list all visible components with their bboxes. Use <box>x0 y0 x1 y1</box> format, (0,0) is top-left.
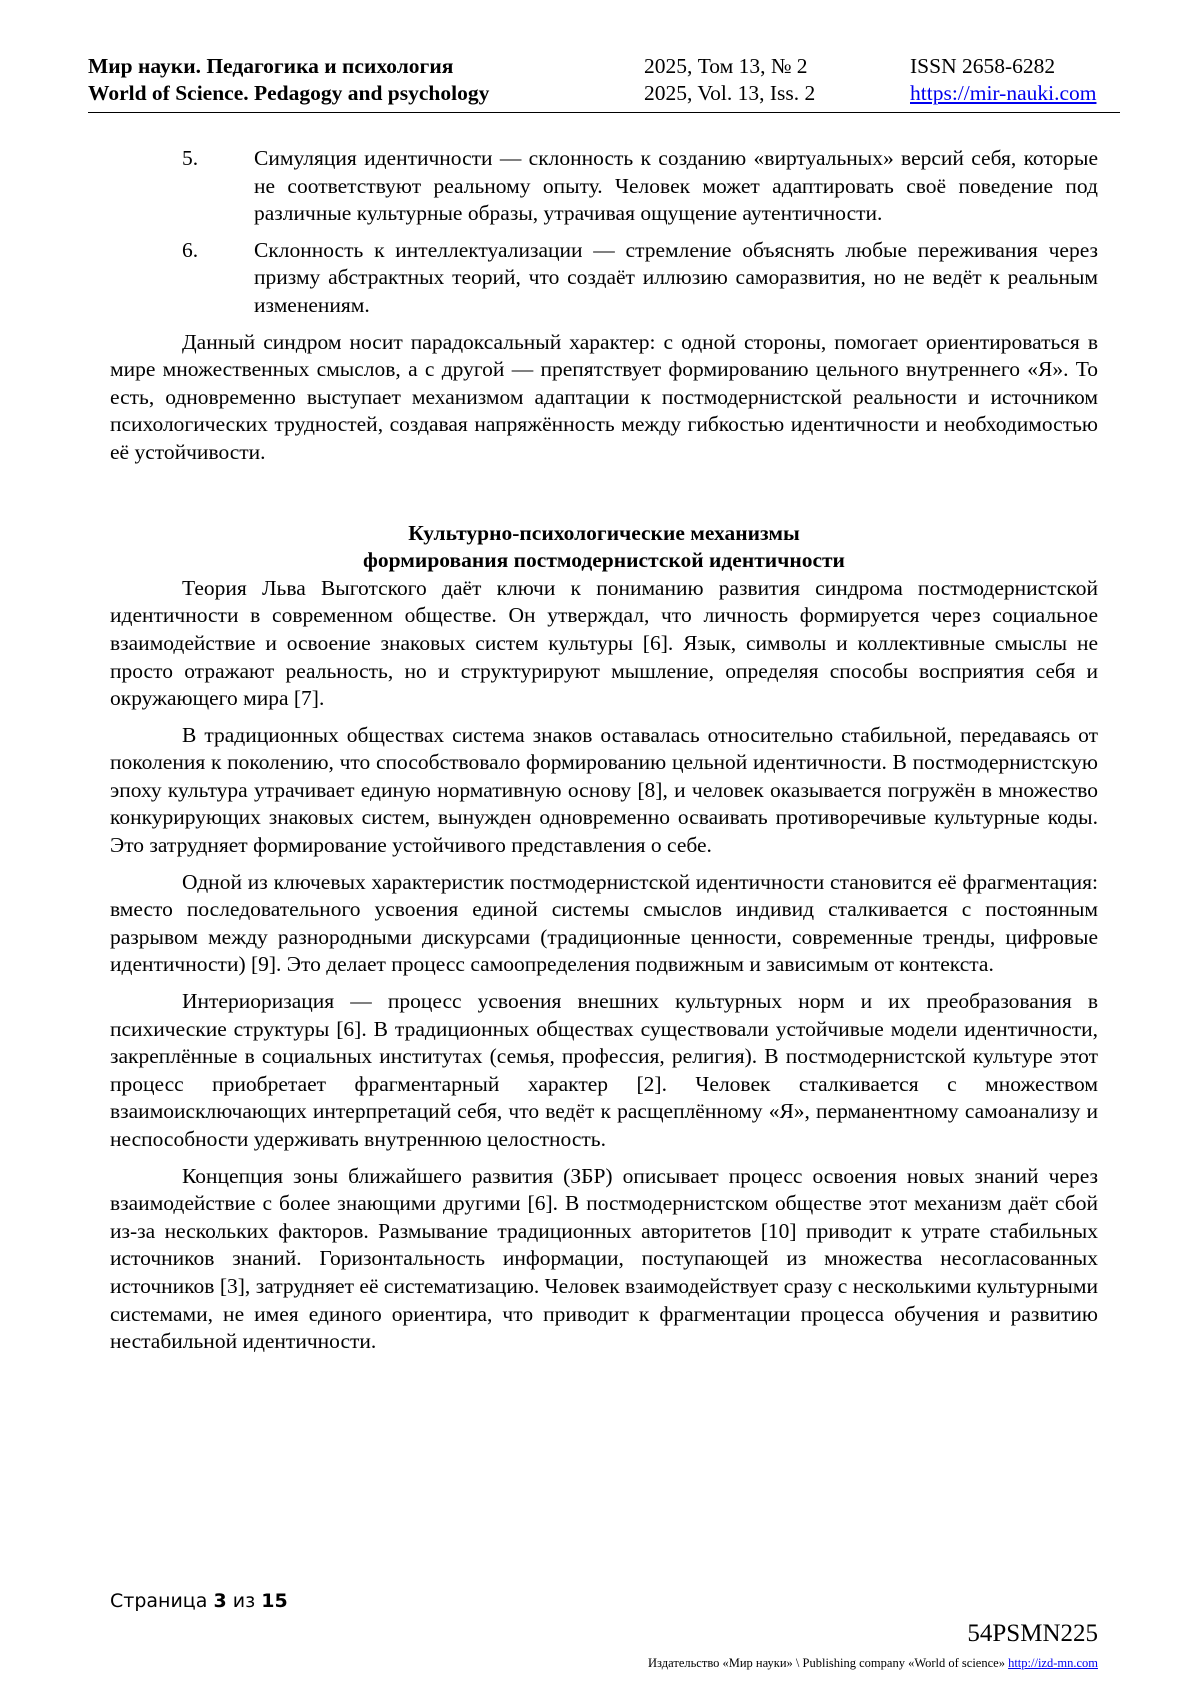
list-text: Симуляция идентичности — склонность к созданию «виртуальных» версий себя, которые не соответствуют реальному опыту. Человек может адаптировать своё поведение под различные культурные образы, утрачивая ощущение аутентичности. <box>254 146 1098 226</box>
section-heading <box>110 520 1098 575</box>
list-text: Склонность к интеллектуализации — стремление объяснять любые переживания через призму абстрактных теорий, что создаёт иллюзию саморазвития, но не ведёт к реальным изменениям. <box>254 237 1098 317</box>
page-total: 15 <box>261 1590 288 1612</box>
list-number: 5. <box>182 146 199 170</box>
running-header <box>88 50 1120 113</box>
page-content <box>110 145 1098 1365</box>
body-paragraph-1: Теория Льва Выготского даёт ключи к пониманию развития синдрома постмодернистской идентичности в современном обществе. Он утверждал, что личность формируется через социальное взаимодействие и освоение знаковых систем культуры [6]. Язык, символы и коллективные смыслы не просто отражают реальность, но и структурируют мышление, определяя способы восприятия себя и окружающего мира [7]. <box>110 575 1098 711</box>
publisher-url-link[interactable]: http://izd-mn.com <box>1008 1656 1098 1670</box>
issn-info <box>910 53 1096 107</box>
issue-info <box>644 53 815 107</box>
list-number: 6. <box>182 237 199 262</box>
body-paragraph-2: В традиционных обществах система знаков оставалась относительно стабильной, передаваясь от поколения к поколению, что способствовало формированию цельной идентичности. В постмодернистскую эпоху культура утрачивает единую нормативную основу [8], и человек оказывается погружён в множество конкурирующих знаковых систем, вынужден одновременно осваивать противоречивые культурные коды. Это затрудняет формирование устойчивого представления о себе. <box>110 722 1098 858</box>
journal-title <box>88 53 489 107</box>
page-current: 3 <box>213 1590 227 1612</box>
section-heading-line-1: Культурно-психологические механизмы <box>408 520 800 545</box>
list-item-5 <box>110 145 1098 228</box>
page-of: из <box>232 1590 256 1612</box>
issue-en: 2025, Vol. 13, Iss. 2 <box>644 81 816 105</box>
issn: ISSN 2658-6282 <box>910 54 1056 78</box>
page-word: Страница <box>110 1590 208 1612</box>
body-paragraph-3: Одной из ключевых характеристик постмодернистской идентичности становится её фрагментация: вместо последовательного усвоения единой системы смыслов индивид сталкивается с постоянным разрывом между разнородными дискурсами (традиционные ценности, современные тренды, цифровые идентичности) [9]. Это делает процесс самоопределения подвижным и зависимым от контекста. <box>110 869 1098 977</box>
issue-ru: 2025, Том 13, № 2 <box>644 54 808 78</box>
body-paragraph-4: Интериоризация — процесс усвоения внешних культурных норм и их преобразования в психические структуры [6]. В традиционных обществах существовали устойчивые модели идентичности, закреплённые в социальных институтах (семья, профессия, религия). В постмодернистской культуре этот процесс приобретает фрагментарный характер [2]. Человек сталкивается с множеством взаимоисключающих интерпретаций себя, что ведёт к расщеплённому «Я», перманентному самоанализу и неспособности удерживать внутреннюю целостность. <box>110 989 1098 1151</box>
section-heading-line-2: формирования постмодернистской идентичности <box>363 548 845 573</box>
intro-paragraph: Данный синдром носит парадоксальный характер: с одной стороны, помогает ориентироваться в мире множественных смыслов, а с другой — препятствует формированию цельного внутреннего «Я». То есть, одновременно выступает механизмом адаптации к постмодернистской реальности и источником психологических трудностей, создавая напряжённость между гибкостью идентичности и необходимостью её устойчивости. <box>110 329 1098 464</box>
article-code: 54PSMN225 <box>967 1620 1098 1647</box>
journal-url-link[interactable]: https://mir-nauki.com <box>910 81 1097 105</box>
publisher-line <box>648 1656 1098 1671</box>
page-number <box>110 1590 288 1612</box>
body-paragraph-5: Концепция зоны ближайшего развития (ЗБР) описывает процесс освоения новых знаний через взаимодействие с более знающими другими [6]. В постмодернистском обществе этот механизм даёт сбой из-за нескольких факторов. Размывание традиционных авторитетов [10] приводит к утрате стабильных источников знаний. Горизонтальность информации, поступающей из множества несогласованных источников [3], затрудняет её систематизацию. Человек взаимодействует сразу с несколькими культурными системами, не имея единого ориентира, что приводит к фрагментации процесса обучения и развитию нестабильной идентичности. <box>110 1163 1098 1354</box>
journal-title-en: World of Science. Pedagogy and psychology <box>88 81 490 105</box>
publisher-name: Издательство «Мир науки» \ Publishing company «World of science» <box>648 1656 1005 1670</box>
journal-title-ru: Мир науки. Педагогика и психология <box>88 54 454 78</box>
list-item-6 <box>110 237 1098 320</box>
